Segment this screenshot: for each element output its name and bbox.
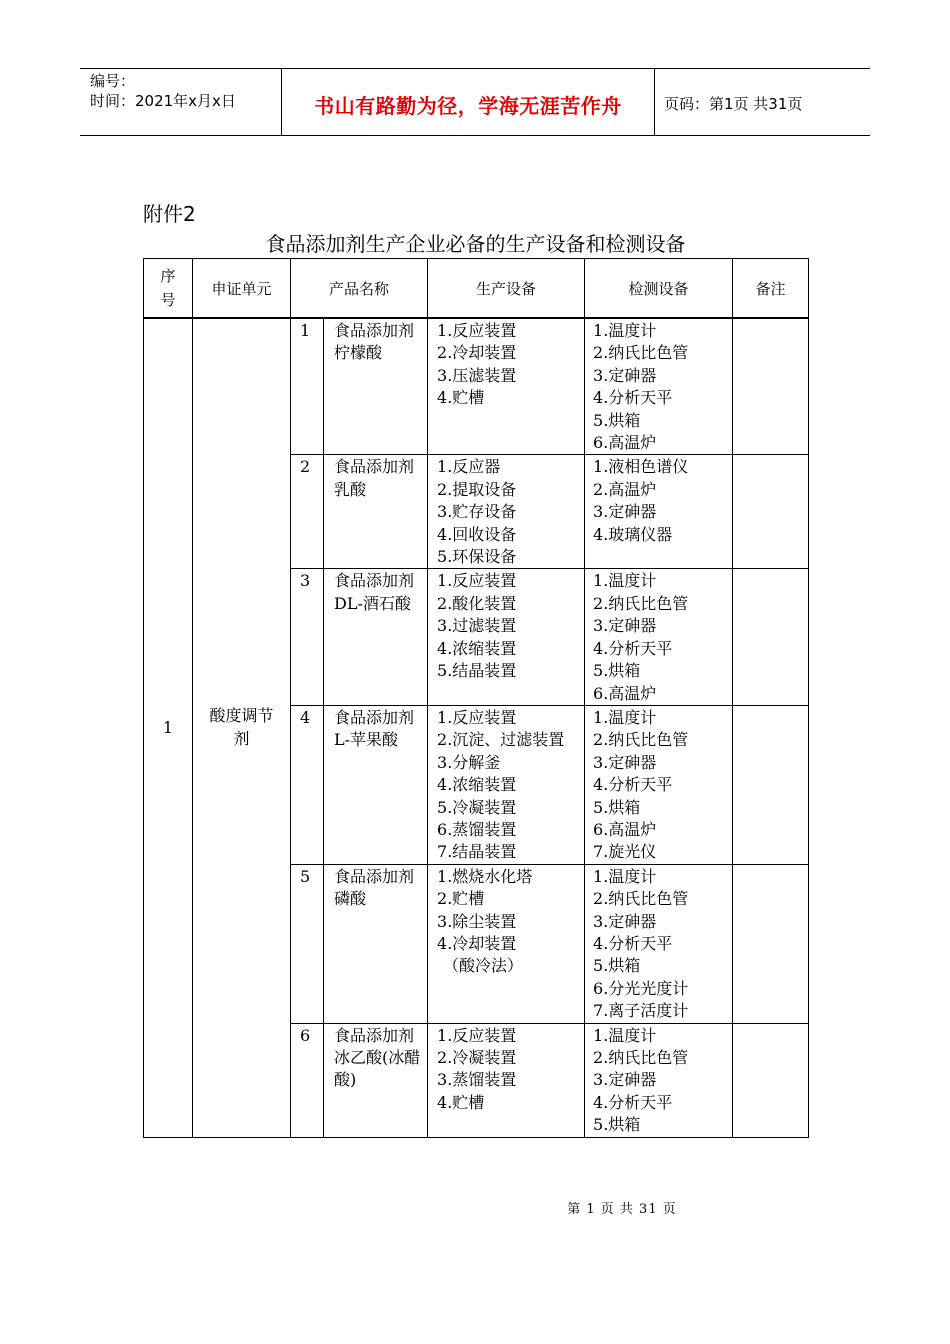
header-top-rule — [80, 68, 870, 69]
header-product: 产品名称 — [291, 259, 428, 319]
remark-cell — [733, 569, 809, 705]
group-seq: 1 — [144, 318, 193, 1137]
equipment-item: 1.温度计 — [593, 866, 657, 886]
equipment-item: 3.定砷器 — [593, 911, 657, 931]
equipment-item: 3.定砷器 — [593, 1070, 657, 1090]
equipment-table — [143, 258, 809, 1138]
equipment-item: 3.分解釜 — [437, 752, 501, 772]
row-index: 5 — [291, 864, 324, 1023]
equipment-item: 1.反应装置 — [437, 321, 517, 340]
production-equipment — [428, 864, 585, 1023]
testing-equipment — [585, 1023, 733, 1137]
equipment-item: 1.温度计 — [593, 707, 657, 727]
equipment-item: 2.纳氏比色管 — [593, 730, 689, 750]
equipment-item: 4.回收设备 — [437, 524, 517, 544]
equipment-item: 1.燃烧水化塔 — [437, 866, 533, 886]
product-name: 食品添加剂L-苹果酸 — [324, 705, 428, 864]
production-equipment — [428, 318, 585, 455]
equipment-item: 4.玻璃仪器 — [593, 524, 673, 544]
header-remark: 备注 — [733, 259, 809, 319]
equipment-item: 1.温度计 — [593, 321, 657, 340]
equipment-item: 2.沉淀、过滤装置 — [437, 730, 565, 750]
row-index: 1 — [291, 318, 324, 455]
equipment-item: 2.提取设备 — [437, 479, 517, 499]
equipment-item: 7.离子活度计 — [593, 1001, 689, 1021]
equipment-item: 2.高温炉 — [593, 479, 657, 499]
row-index: 3 — [291, 569, 324, 705]
equipment-item: 6.蒸馏装置 — [437, 819, 517, 839]
equipment-item: 5.冷凝装置 — [437, 797, 517, 817]
product-name: 食品添加剂磷酸 — [324, 864, 428, 1023]
remark-cell — [733, 864, 809, 1023]
attachment-label: 附件2 — [143, 202, 196, 226]
equipment-item: 4.分析天平 — [593, 638, 673, 658]
row-index: 6 — [291, 1023, 324, 1137]
equipment-item: 7.旋光仪 — [593, 842, 657, 862]
equipment-item: 4.分析天平 — [593, 1092, 673, 1112]
header-seq: 序号 — [144, 259, 193, 319]
group-unit: 酸度调节剂 — [193, 318, 291, 1137]
production-equipment — [428, 705, 585, 864]
equipment-item: 4.浓缩装置 — [437, 638, 517, 658]
equipment-item: 5.烘箱 — [593, 1115, 641, 1135]
product-name: 食品添加剂柠檬酸 — [324, 318, 428, 455]
remark-cell — [733, 318, 809, 455]
remark-cell — [733, 455, 809, 569]
equipment-item: 3.定砷器 — [593, 502, 657, 522]
testing-equipment — [585, 864, 733, 1023]
equipment-item: 1.反应装置 — [437, 707, 517, 727]
remark-cell — [733, 705, 809, 864]
product-name: 食品添加剂乳酸 — [324, 455, 428, 569]
testing-equipment — [585, 705, 733, 864]
row-index: 4 — [291, 705, 324, 864]
equipment-item: 3.定砷器 — [593, 365, 657, 385]
equipment-item: 4.浓缩装置 — [437, 775, 517, 795]
equipment-item: 4.贮槽 — [437, 388, 485, 408]
equipment-item: 2.纳氏比色管 — [593, 889, 689, 909]
equipment-item: 6.高温炉 — [593, 683, 657, 703]
equipment-item: 3.除尘装置 — [437, 911, 517, 931]
header-production: 生产设备 — [428, 259, 585, 319]
equipment-item: 1.反应器 — [437, 457, 501, 477]
equipment-item: 4.冷却装置 — [437, 933, 517, 953]
equipment-item: 7.结晶装置 — [437, 842, 517, 862]
equipment-item: 4.分析天平 — [593, 933, 673, 953]
equipment-item: 1.液相色谱仪 — [593, 457, 689, 477]
equipment-item: 3.过滤装置 — [437, 616, 517, 636]
equipment-item: 5.烘箱 — [593, 956, 641, 976]
equipment-item: 2.纳氏比色管 — [593, 343, 689, 363]
production-equipment — [428, 1023, 585, 1137]
equipment-item: 3.压滤装置 — [437, 365, 517, 385]
equipment-item: 1.温度计 — [593, 1025, 657, 1045]
equipment-item: 3.定砷器 — [593, 616, 657, 636]
equipment-item: 2.冷却装置 — [437, 343, 517, 363]
equipment-item: 6.分光光度计 — [593, 978, 689, 998]
row-index: 2 — [291, 455, 324, 569]
equipment-item: 2.纳氏比色管 — [593, 1048, 689, 1067]
testing-equipment — [585, 569, 733, 705]
header-bottom-rule — [80, 135, 870, 136]
header-divider-right — [654, 68, 655, 136]
equipment-item: 2.纳氏比色管 — [593, 593, 689, 613]
equipment-item: 6.高温炉 — [593, 433, 657, 453]
equipment-item: 3.贮存设备 — [437, 502, 517, 522]
equipment-item: 1.温度计 — [593, 571, 657, 591]
equipment-item: 2.贮槽 — [437, 889, 485, 909]
equipment-item: 4.贮槽 — [437, 1092, 485, 1112]
document-title: 食品添加剂生产企业必备的生产设备和检测设备 — [265, 232, 686, 256]
equipment-item: （酸冷法） — [443, 956, 524, 976]
header-number-label: 编号： — [90, 72, 136, 90]
equipment-item: 5.烘箱 — [593, 661, 641, 681]
header-testing: 检测设备 — [585, 259, 733, 319]
equipment-item: 1.反应装置 — [437, 571, 517, 591]
remark-cell — [733, 1023, 809, 1137]
header-page-info: 页码：第1页 共31页 — [664, 95, 803, 113]
header-motto: 书山有路勤为径，学海无涯苦作舟 — [314, 94, 622, 118]
header-date: 时间：2021年x月x日 — [90, 92, 236, 110]
production-equipment — [428, 455, 585, 569]
equipment-item: 4.分析天平 — [593, 775, 673, 795]
equipment-item: 5.结晶装置 — [437, 661, 517, 681]
equipment-item: 5.烘箱 — [593, 410, 641, 430]
table-header-row — [144, 259, 809, 319]
production-equipment — [428, 569, 585, 705]
equipment-item: 1.反应装置 — [437, 1025, 517, 1045]
equipment-item: 2.酸化装置 — [437, 593, 517, 613]
testing-equipment — [585, 455, 733, 569]
equipment-item: 2.冷凝装置 — [437, 1048, 517, 1067]
equipment-item: 5.环保设备 — [437, 547, 517, 567]
header-unit: 申证单元 — [193, 259, 291, 319]
page-footer: 第 1 页 共 31 页 — [567, 1202, 677, 1217]
equipment-item: 4.分析天平 — [593, 388, 673, 408]
testing-equipment — [585, 318, 733, 455]
equipment-item: 3.定砷器 — [593, 752, 657, 772]
table-row — [144, 318, 809, 455]
product-name: 食品添加剂冰乙酸(冰醋酸) — [324, 1023, 428, 1137]
equipment-item: 5.烘箱 — [593, 797, 641, 817]
equipment-item: 3.蒸馏装置 — [437, 1070, 517, 1090]
equipment-item: 6.高温炉 — [593, 819, 657, 839]
product-name: 食品添加剂DL-酒石酸 — [324, 569, 428, 705]
